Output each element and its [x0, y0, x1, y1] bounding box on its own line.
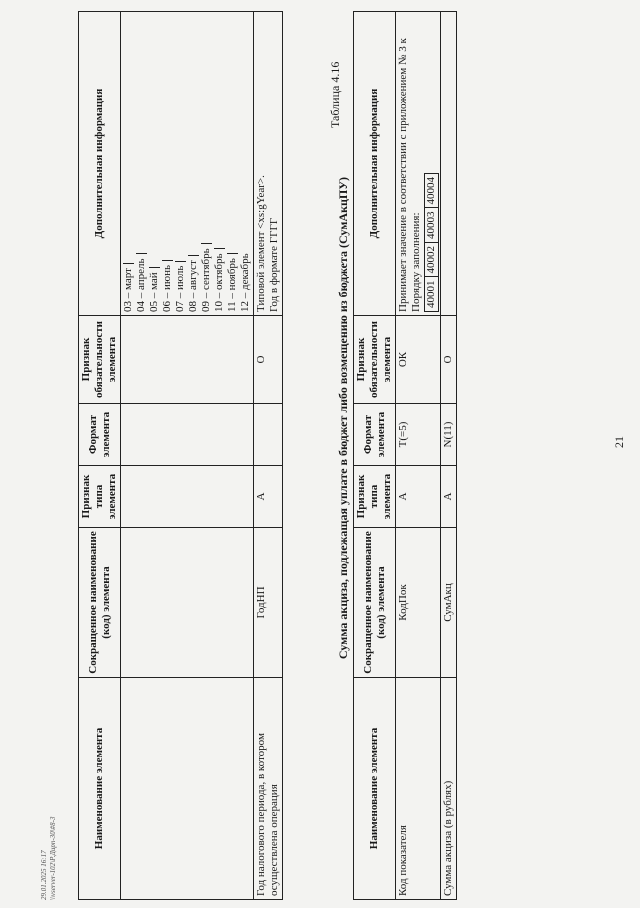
cell-type: А [441, 466, 457, 528]
stamp-date: 29.01.2025 16:17 [40, 850, 48, 900]
sum-excise-table [353, 11, 457, 900]
table-header-row [354, 12, 396, 900]
cell-required: О [254, 316, 283, 404]
month-item: 03 – март [122, 15, 135, 312]
month-item: 12 – декабрь [239, 253, 251, 312]
header-info: Дополнительная информация [79, 12, 121, 316]
cell-code: КодПок [396, 528, 441, 678]
cell-empty [121, 678, 254, 900]
cell-type: А [396, 466, 441, 528]
cell-type: А [254, 466, 283, 528]
header-name: Наименование элемента [79, 678, 121, 900]
cell-required: ОК [396, 316, 441, 404]
code-value: 40003 [425, 208, 438, 243]
months-list [121, 12, 254, 316]
code-value: 40002 [425, 242, 438, 277]
info-text: Принимает значение в соответствии с приложением № 3 к Порядку заполнения: [397, 38, 422, 312]
month-item: 06 – июнь [161, 15, 174, 312]
cell-name: Год налогового периода, в котором осуществлена операция [254, 678, 283, 900]
cell-code: ГодНП [254, 528, 283, 678]
cell-empty [121, 316, 254, 404]
header-info: Дополнительная информация [354, 12, 396, 316]
header-format: Формат элемента [79, 404, 121, 466]
table-row [441, 12, 457, 900]
cell-format [254, 404, 283, 466]
cell-required: О [441, 316, 457, 404]
month-item: 04 – апрель [135, 15, 148, 312]
page-number: 21 [612, 436, 626, 448]
info-line: Год в формате ГГГГ [268, 217, 280, 312]
table-caption: Сумма акциза, подлежащая уплате в бюджет либо возмещению из бюджета (СумАкцПУ) [336, 176, 350, 660]
cell-empty [121, 404, 254, 466]
header-format: Формат элемента [354, 404, 396, 466]
cell-name: Код показателя [396, 678, 441, 900]
cell-info [396, 12, 441, 316]
header-name: Наименование элемента [354, 678, 396, 900]
code-values [424, 173, 439, 312]
header-required: Признак обязательности элемента [79, 316, 121, 404]
cell-info [254, 12, 283, 316]
table-row [396, 12, 441, 900]
cell-empty [121, 466, 254, 528]
month-item: 07 – июль [174, 15, 187, 312]
table-row-year [254, 12, 283, 900]
table-header-row [79, 12, 121, 900]
cell-empty [121, 528, 254, 678]
month-item: 10 – октябрь [213, 15, 226, 312]
elements-table-continued [78, 11, 283, 900]
header-code: Сокращенное наименование (код) элемента [79, 528, 121, 678]
cell-format: T(=5) [396, 404, 441, 466]
print-stamp [40, 816, 58, 900]
month-item: 05 – май [148, 15, 161, 312]
info-line: Типовой элемент <xs:gYear>. [255, 175, 267, 312]
code-value: 40001 [425, 277, 438, 312]
cell-code: СумАкц [441, 528, 457, 678]
month-item: 11 – ноябрь [226, 15, 239, 312]
code-value: 40004 [425, 177, 437, 205]
month-item: 08 – август [187, 15, 200, 312]
stamp-path: \\vserver-102\Р.Дирп-30\#8-3 [49, 816, 57, 900]
table-number: Таблица 4.16 [328, 61, 342, 128]
cell-info [441, 12, 457, 316]
header-required: Признак обязательности элемента [354, 316, 396, 404]
month-item: 09 – сентябрь [200, 15, 213, 312]
header-type: Признак типа элемента [354, 466, 396, 528]
header-code: Сокращенное наименование (код) элемента [354, 528, 396, 678]
cell-name: Сумма акциза (в рублях) [441, 678, 457, 900]
header-type: Признак типа элемента [79, 466, 121, 528]
cell-format: N(11) [441, 404, 457, 466]
table-row-months [121, 12, 254, 900]
